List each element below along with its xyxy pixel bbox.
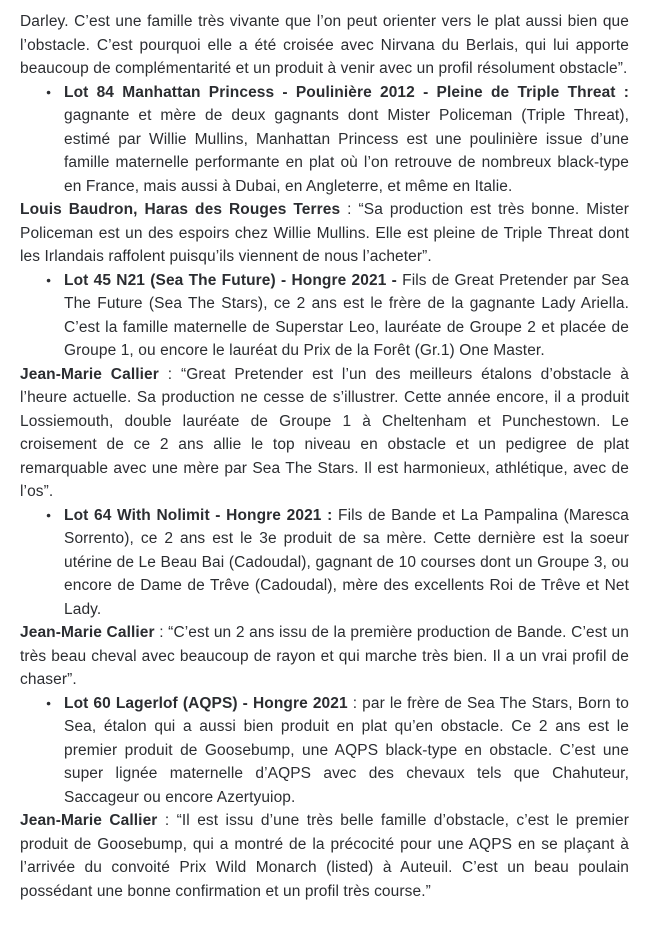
paragraph	[20, 621, 629, 692]
body-text: : “Great Pretender est l’un des meilleurs étalons d’obstacle à l’heure actuelle. Sa production ne cesse de s’illustrer. Cette année encore, il a produit Lossiemouth, double lauréate de Groupe 1 à Cheltenham et Punchestown. Le croisement de ce 2 ans allie le top niveau en obstacle et un pedigree de plat remarquable avec une mère par Sea The Stars. Il est harmonieux, athlétique, avec de l’os”.	[20, 365, 629, 500]
body-text: Fils de Great Pretender par Sea The Future (Sea The Stars), ce 2 ans est le frère de la gagnante Lady Ariella. C’est la famille maternelle de Superstar Leo, lauréate de Groupe 2 et placée de Groupe 1, ou encore le lauréat du Prix de la Forêt (Gr.1) One Master.	[64, 271, 630, 359]
body-text: Fils de Bande et La Pampalina (Maresca Sorrento), ce 2 ans est le 3e produit de sa mère. Cette dernière est la soeur utérine de Le Beau Bai (Cadoudal), gagnant de 10 courses dont un Groupe 3, ou encore de Dame de Trêve (Cadoudal), mère des excellents Roi de Trêve et Net Lady.	[64, 506, 629, 618]
bullet-icon: ●	[46, 86, 52, 97]
bullet-text	[64, 504, 629, 622]
paragraph	[20, 809, 629, 903]
lead-in-bold-text: Lot 45 N21 (Sea The Future) - Hongre 2021 -	[64, 271, 397, 289]
bullet-icon: ●	[46, 509, 52, 520]
bullet-text	[64, 692, 629, 810]
bullet-icon: ●	[46, 697, 52, 708]
document-body	[20, 10, 629, 903]
bullet-text	[64, 269, 629, 363]
body-text: : par le frère de Sea The Stars, Born to Sea, étalon qui a aussi bien produit en plat qu’en obstacle. Ce 2 ans est le premier produit de Goosebump, une AQPS black-type en obstacle. C’est une super lignée maternelle d’AQPS avec des chevaux tels que Chahuteur, Saccageur ou encore Azertyuiop.	[64, 694, 629, 806]
lead-in-bold-text: Jean-Marie Callier	[20, 812, 158, 829]
bullet-icon: ●	[46, 274, 52, 285]
paragraph	[20, 363, 629, 504]
body-text: : “Sa production est très bonne. Mister Policeman est un des espoirs chez Willie Mullins. Elle est pleine de Triple Threat dont les Irlandais raffolent puisqu’ils viennent de nous l’acheter”.	[20, 201, 629, 265]
body-text: Darley. C’est une famille très vivante que l’on peut orienter vers le plat aussi bien que l’obstacle. C’est pourquoi elle a été croisée avec Nirvana du Berlais, qui lui apporte beaucoup de complémentarité et un produit à venir avec un profil résolument obstacle”.	[20, 13, 629, 77]
bullet-item	[20, 504, 629, 622]
body-text: : “C’est un 2 ans issu de la première production de Bande. C’est un très beau cheval avec beaucoup de rayon et qui marche très bien. Il a un vrai profil de chaser”.	[20, 624, 629, 688]
lead-in-bold-text: Jean-Marie Callier	[20, 365, 159, 383]
bullet-item	[20, 81, 629, 199]
bullet-item	[20, 269, 629, 363]
lead-in-bold-text: Lot 64 With Nolimit - Hongre 2021 :	[64, 506, 333, 524]
paragraph	[20, 10, 629, 81]
body-text: gagnante et mère de deux gagnants dont Mister Policeman (Triple Threat), estimé par Willie Mullins, Manhattan Princess est une poulinière issue d’une famille maternelle performante en plat où l’on retrouve de nombreux black-type en France, mais aussi à Dubai, en Angleterre, et même en Italie.	[64, 107, 629, 195]
lead-in-bold-text: Jean-Marie Callier	[20, 624, 155, 641]
bullet-item	[20, 692, 629, 810]
lead-in-bold-text: Lot 60 Lagerlof (AQPS) - Hongre 2021	[64, 694, 348, 712]
body-text: : “Il est issu d’une très belle famille d’obstacle, c’est le premier produit de Goosebump, qui a montré de la précocité pour une AQPS en se plaçant à l’arrivée du convoité Prix Wild Monarch (listed) à Auteuil. C’est un beau poulain possédant une bonne confirmation et un profil très course.”	[20, 812, 629, 900]
lead-in-bold-text: Lot 84 Manhattan Princess - Poulinière 2012 - Pleine de Triple Threat :	[64, 83, 629, 101]
paragraph	[20, 198, 629, 269]
bullet-text	[64, 81, 629, 199]
lead-in-bold-text: Louis Baudron, Haras des Rouges Terres	[20, 201, 341, 218]
